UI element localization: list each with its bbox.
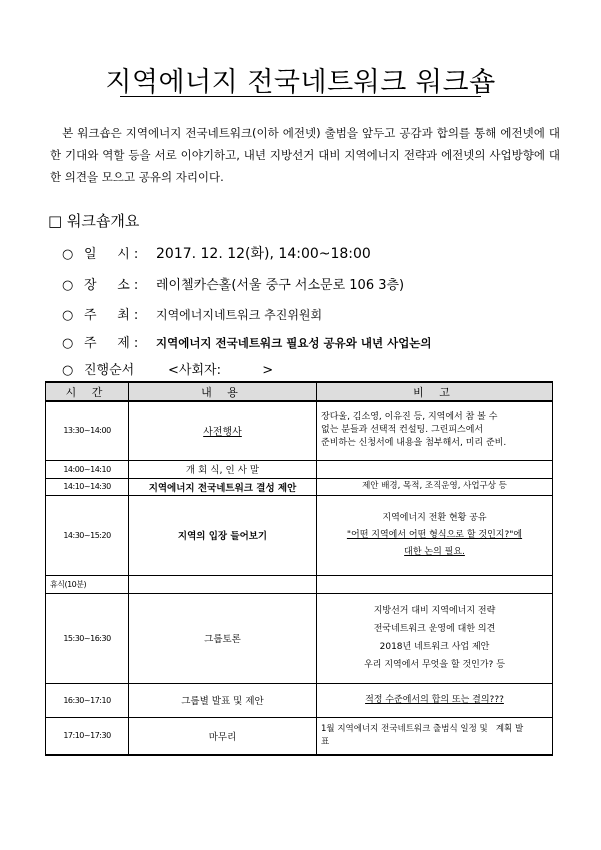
note-line: 없는 분들과 선택적 컨설팅. 그린피스에서 — [321, 425, 484, 436]
row-content: 사전행사 — [129, 401, 317, 460]
place-value: 레이첼카슨홀(서울 중구 서소문로 106 3층) — [156, 278, 405, 293]
document-title: 지역에너지 전국네트워크 워크숍 — [105, 67, 496, 98]
date-value: 2017. 12. 12(화), 14:00~18:00 — [156, 246, 371, 262]
table-row — [46, 717, 553, 755]
row-content: 개 회 식, 인 사 말 — [129, 460, 317, 478]
note-line: 전국네트워크 운영에 대한 의견 — [373, 624, 496, 634]
row-time: 14:00~14:10 — [46, 460, 129, 478]
info-order-row — [62, 359, 273, 378]
topic-label: 주 제 : — [84, 336, 139, 351]
topic-value: 지역에너지 전국네트워크 필요성 공유와 내년 사업논의 — [156, 336, 432, 350]
note-line: 1월 지역에너지 전국네트워크 출범식 일정 및 계획 발 — [321, 723, 524, 734]
bullet-circle-icon: ○ — [62, 247, 74, 262]
bullet-circle-icon: ○ — [62, 278, 74, 293]
schedule-table — [45, 381, 553, 756]
row-content: 지역의 입장 들어보기 — [129, 495, 317, 575]
intro-text: 본 워크숍은 지역에너지 전국네트워크(이하 에전넷) 출범을 앞두고 공감과 합의를 통해 에전넷에 대한 기대와 역할 등을 서로 이야기하고, 내년 지방선거 대비 지역에너지 전략과 에전넷의 사업방향에 대한 의견을 모으고 공유의 자리이다. — [50, 126, 561, 184]
bullet-circle-icon: ○ — [62, 336, 74, 351]
date-label: 일 시 : — [84, 247, 139, 262]
table-row — [46, 593, 553, 683]
bullet-circle-icon: ○ — [62, 308, 74, 323]
intro-paragraph — [50, 122, 560, 188]
row-time: 17:10~17:30 — [46, 717, 129, 755]
row-content: 그룹토론 — [129, 593, 317, 683]
section-title-overview: □ 워크숍개요 — [48, 212, 140, 230]
row-content: 지역에너지 전국네트워크 결성 제안 — [129, 478, 317, 495]
table-row — [46, 575, 553, 593]
note-line: 대한 논의 필요. — [404, 546, 465, 557]
table-row — [46, 460, 553, 478]
host-label: 주 최 : — [84, 308, 139, 323]
row-time: 15:30~16:30 — [46, 593, 129, 683]
table-row — [46, 401, 553, 460]
row-time: 14:30~15:20 — [46, 495, 129, 575]
info-place-row — [62, 274, 404, 293]
bullet-circle-icon: ○ — [62, 363, 74, 378]
row-note — [317, 460, 553, 478]
row-content: 그룹별 발표 및 제안 — [129, 683, 317, 717]
note-line: 우리 지역에서 무엇을 할 것인가? 등 — [364, 660, 505, 670]
row-content — [129, 575, 317, 593]
note-line: 준비하는 신청서에 내용을 첨부해서, 미리 준비. — [321, 438, 507, 449]
row-time: 16:30~17:10 — [46, 683, 129, 717]
host-value: 지역에너지네트워크 추진위원회 — [156, 308, 323, 322]
note-line: 지방선거 대비 지역에너지 전략 — [373, 606, 496, 616]
row-time: 13:30~14:00 — [46, 401, 129, 460]
moderator-text: <사회자: > — [168, 363, 274, 378]
row-note: 제안 배경, 목적, 조직운영, 사업구상 등 — [317, 478, 553, 495]
note-line: 장다울, 김소영, 이유진 등, 지역에서 참 볼 수 — [321, 412, 498, 423]
table-header-row — [46, 382, 553, 401]
header-note: 비 고 — [317, 382, 553, 401]
place-label: 장 소 : — [84, 278, 139, 293]
table-row — [46, 495, 553, 575]
note-line: 지역에너지 전환 현황 공유 — [382, 512, 487, 523]
note-line: 표 — [321, 736, 330, 747]
note-line: "어떤 지역에서 어떤 형식으로 할 것인지?"에 — [346, 529, 523, 540]
table-row — [46, 478, 553, 495]
row-content: 마무리 — [129, 717, 317, 755]
info-date-row — [62, 243, 371, 263]
note-line: 2018년 네트워크 사업 제안 — [379, 642, 490, 652]
row-note — [317, 575, 553, 593]
row-note — [317, 401, 553, 460]
title-underline — [120, 96, 481, 97]
info-host-row — [62, 304, 322, 323]
table-row — [46, 683, 553, 717]
info-topic-row — [62, 332, 432, 351]
order-label: 진행순서 — [84, 363, 135, 378]
row-note — [317, 495, 553, 575]
row-time: 14:10~14:30 — [46, 478, 129, 495]
row-note: 적정 수준에서의 합의 또는 결의??? — [317, 683, 553, 717]
row-note — [317, 593, 553, 683]
row-note — [317, 717, 553, 755]
header-time: 시 간 — [46, 382, 129, 401]
header-content: 내 용 — [129, 382, 317, 401]
row-time: 휴식(10분) — [46, 575, 129, 593]
